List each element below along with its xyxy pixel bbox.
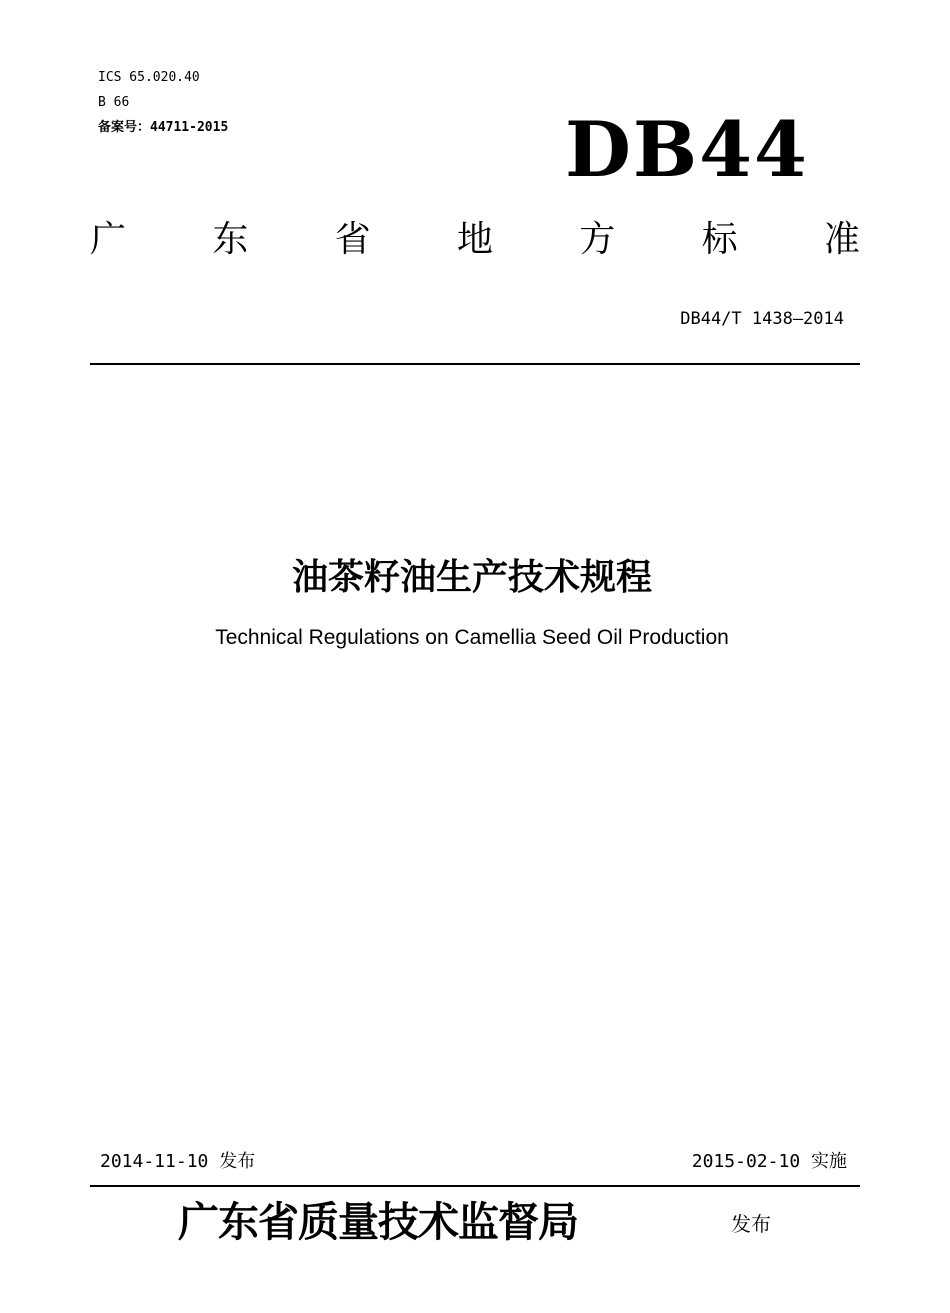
standard-number: DB44/T 1438—2014 xyxy=(680,309,844,329)
record-number: 备案号：44711-2015 xyxy=(98,120,229,135)
issuing-authority-suffix: 发布 xyxy=(731,1212,771,1236)
standard-type-heading xyxy=(90,215,860,265)
top-divider xyxy=(90,363,860,365)
issuing-authority: 广东省质量技术监督局 xyxy=(178,1198,578,1246)
standard-type-char: 广 xyxy=(90,219,127,260)
bottom-divider xyxy=(90,1185,860,1187)
ccs-code: B 66 xyxy=(98,95,130,110)
standard-type-char: 标 xyxy=(701,219,738,260)
standard-type-char: 准 xyxy=(823,219,860,260)
standard-logo: DB44 xyxy=(565,105,809,194)
standard-type-char: 地 xyxy=(456,219,493,260)
implementation-date: 2015-02-10 实施 xyxy=(691,1151,847,1172)
document-title: 油茶籽油生产技术规程 xyxy=(291,557,652,598)
issue-date: 2014-11-10 发布 xyxy=(100,1151,256,1172)
document-english-title: Technical Regulations on Camellia Seed Oil Production xyxy=(215,626,729,649)
standard-type-char: 方 xyxy=(579,219,616,260)
ics-code: ICS 65.020.40 xyxy=(98,70,200,85)
standard-type-char: 东 xyxy=(212,219,249,260)
standard-type-char: 省 xyxy=(334,219,371,260)
